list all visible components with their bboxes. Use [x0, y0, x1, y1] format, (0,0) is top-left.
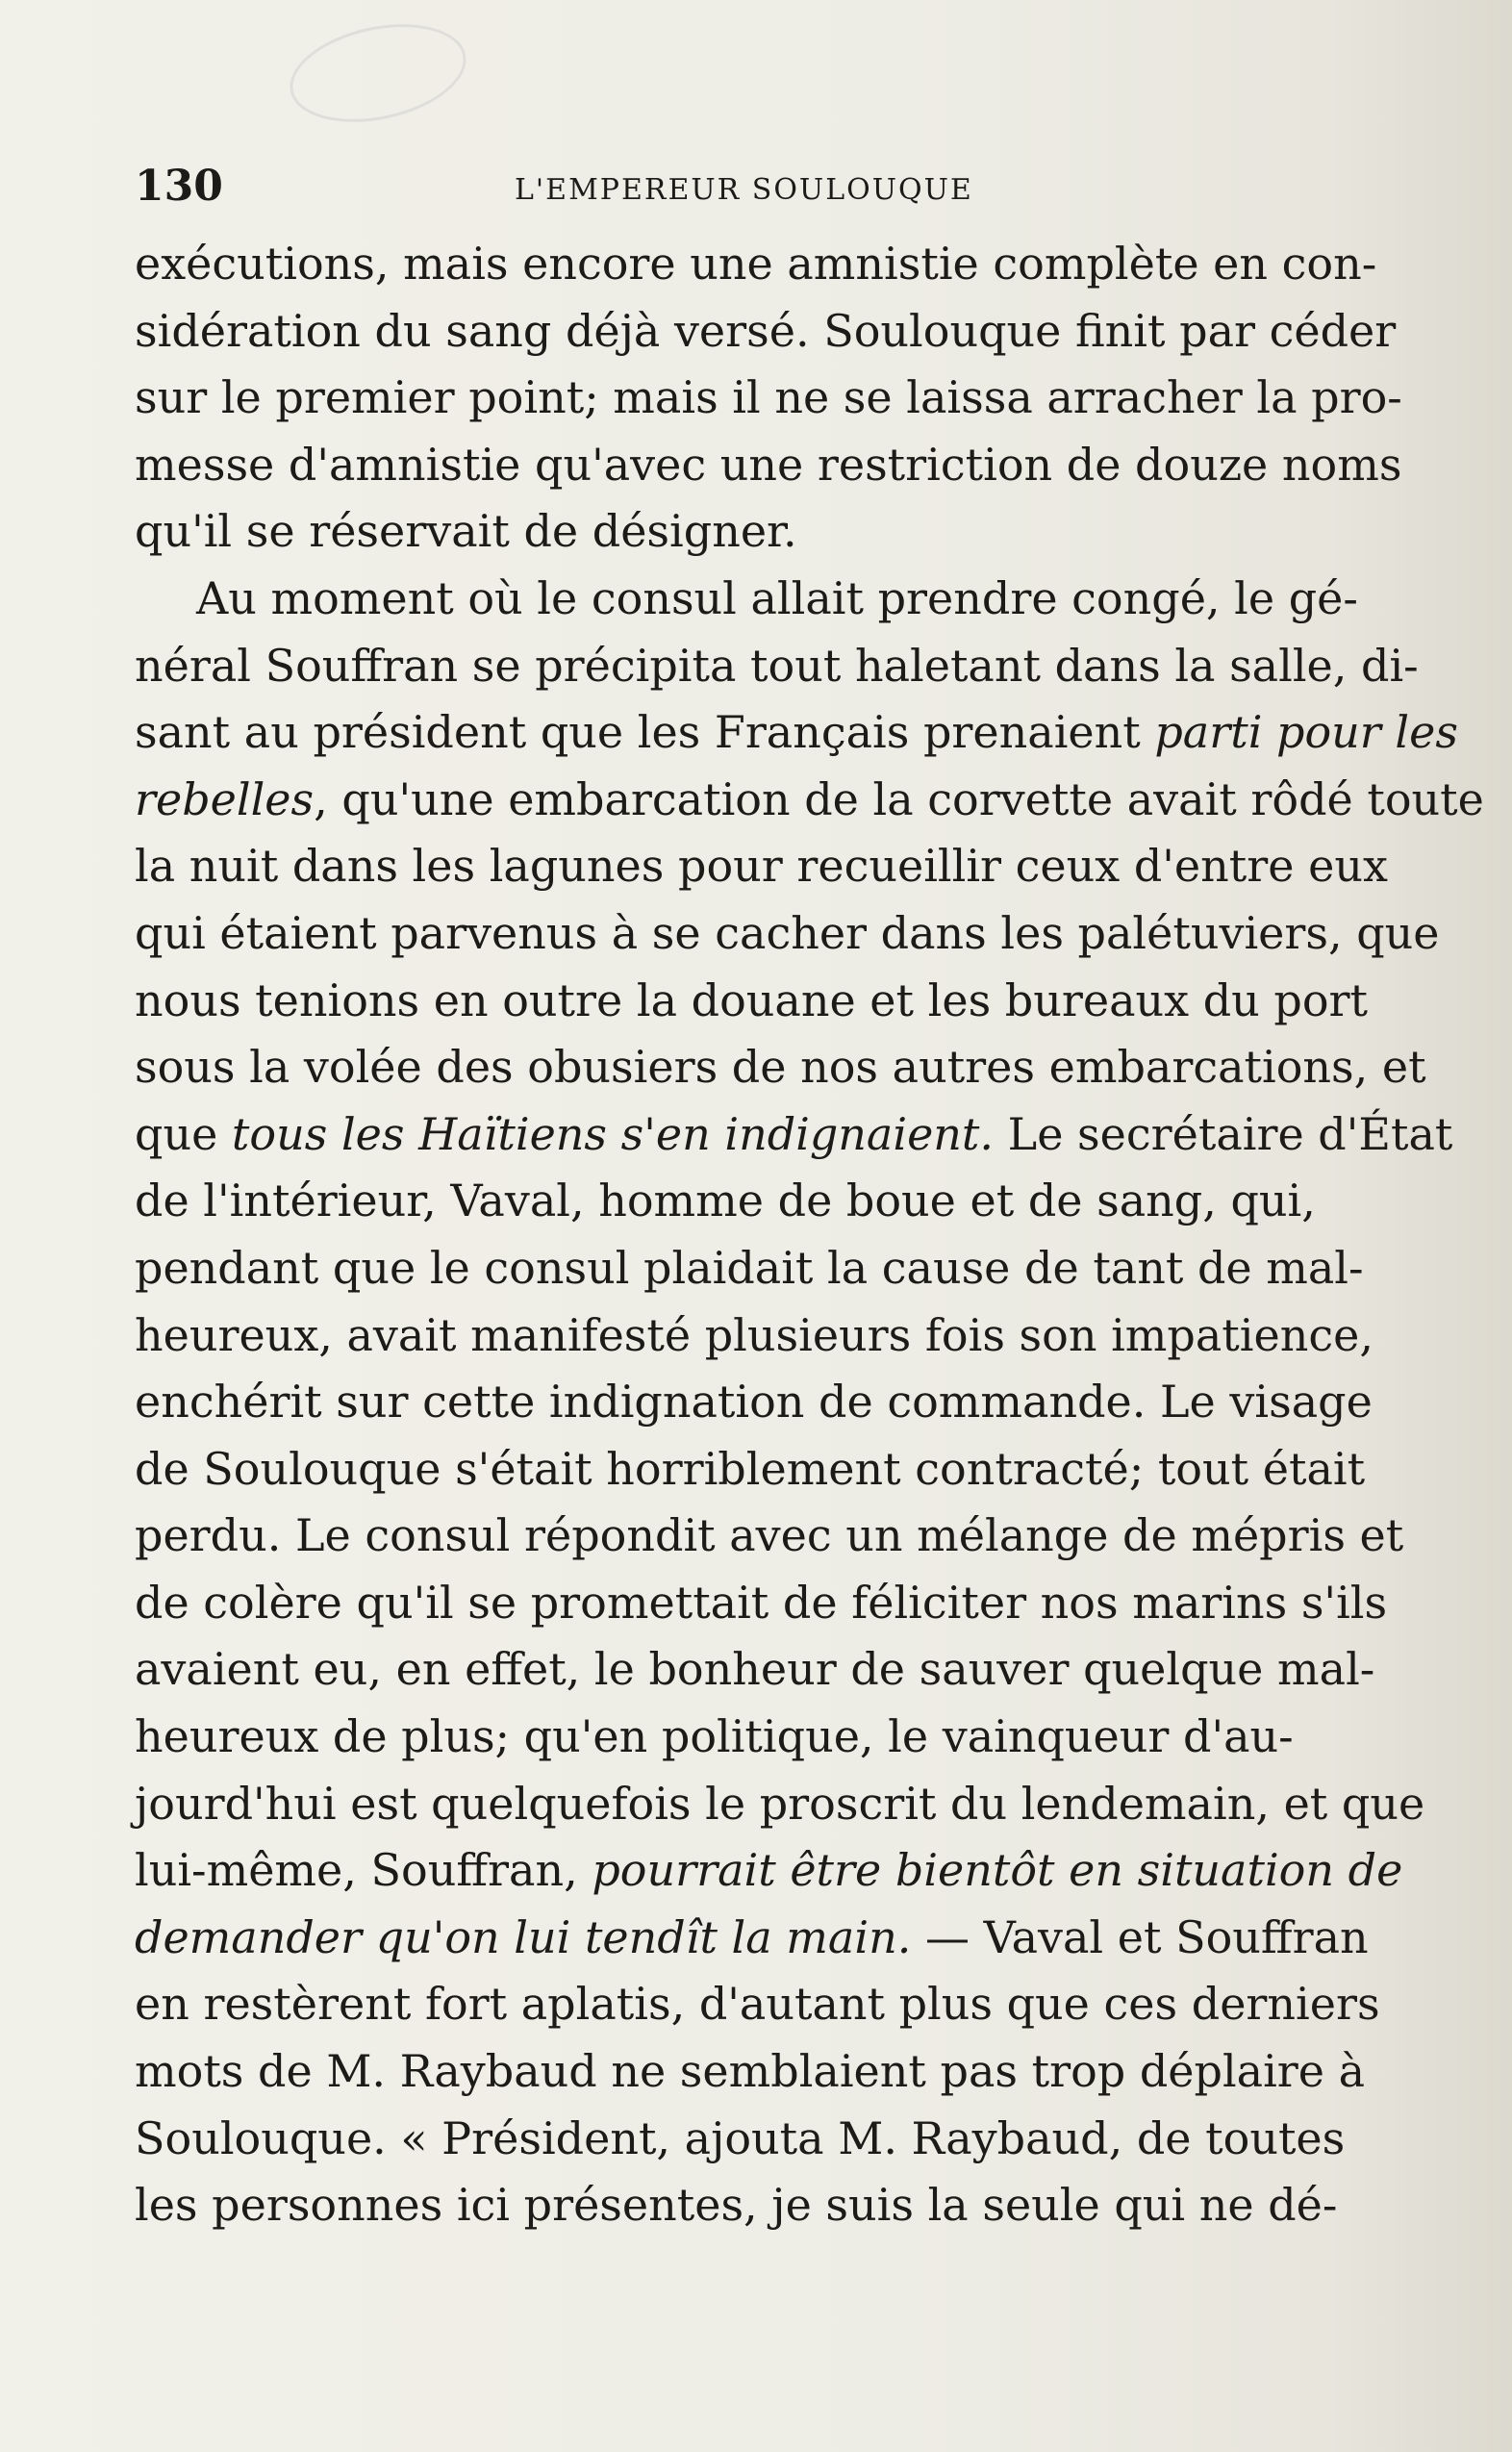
text-line — [135, 1101, 1453, 1169]
text-line — [135, 1837, 1433, 1905]
text-line: qui étaient parvenus à se cacher dans les palétuviers, que — [135, 906, 1440, 959]
text-line: mots de M. Raybaud ne semblaient pas trop déplaire à — [135, 2045, 1366, 2098]
text-line: sidération du sang déjà versé. Soulouque finit par céder — [135, 304, 1397, 357]
text-line — [135, 699, 1458, 767]
text-line: de Soulouque s'était horriblement contracté; tout était — [135, 1442, 1366, 1495]
text-line: les personnes ici présentes, je suis la seule qui ne dé- — [135, 2179, 1338, 2232]
italic-run: parti pour les — [1154, 706, 1458, 759]
text-line: heureux, avait manifesté plusieurs fois son impatience, — [135, 1308, 1373, 1361]
text-line: Soulouque. « Président, ajouta M. Raybaud, de toutes — [135, 2111, 1346, 2164]
text-run: lui-même, Souffran, — [135, 1844, 592, 1897]
text-line: heureux de plus; qu'en politique, le vainqueur d'au- — [135, 1710, 1294, 1763]
italic-run: pourrait être bientôt en situation de — [592, 1844, 1403, 1897]
text-line: sous la volée des obusiers de nos autres embarcations, et — [135, 1041, 1426, 1094]
text-line: néral Souffran se précipita tout haletant dans la salle, di- — [135, 639, 1419, 692]
text-line: perdu. Le consul répondit avec un mélange de mépris et — [135, 1509, 1404, 1562]
text-line: en restèrent fort aplatis, d'autant plus que ces derniers — [135, 1978, 1380, 2031]
text-run: — Vaval et Souffran — [911, 1910, 1369, 1963]
page-header — [135, 162, 1010, 219]
library-stamp — [281, 10, 475, 138]
text-line: jourd'hui est quelquefois le proscrit du lendemain, et que — [135, 1777, 1425, 1830]
italic-run: tous les Haïtiens s'en indignaient. — [231, 1107, 995, 1160]
text-line: nous tenions en outre la douane et les bureaux du port — [135, 973, 1369, 1026]
text-line — [135, 1905, 1433, 1972]
text-line: la nuit dans les lagunes pour recueillir ceux d'entre eux — [135, 840, 1388, 893]
text-line: pendant que le consul plaidait la cause de tant de mal- — [135, 1241, 1364, 1294]
text-line: de l'intérieur, Vaval, homme de boue et de sang, qui, — [135, 1175, 1316, 1227]
text-line: avaient eu, en effet, le bonheur de sauver quelque mal- — [135, 1643, 1375, 1696]
text-line: messe d'amnistie qu'avec une restriction de douze noms — [135, 438, 1402, 491]
text-run: , qu'une embarcation de la corvette avait rôdé toute — [314, 772, 1484, 825]
text-run: que — [135, 1107, 232, 1160]
text-line: exécutions, mais encore une amnistie complète en con- — [135, 238, 1377, 290]
text-line: Au moment où le consul allait prendre congé, le gé- — [196, 571, 1358, 624]
italic-run: demander qu'on lui tendît la main. — [135, 1910, 912, 1963]
text-line: enchérit sur cette indignation de commande. Le visage — [135, 1376, 1373, 1428]
body-text — [135, 231, 1484, 2239]
text-run: Le secrétaire d'État — [994, 1107, 1453, 1160]
text-line — [135, 767, 1484, 834]
page-number: 130 — [135, 162, 223, 211]
text-line: sur le premier point; mais il ne se laissa arracher la pro- — [135, 371, 1402, 424]
text-line: qu'il se réservait de désigner. — [135, 505, 797, 558]
running-title: L'EMPEREUR SOULOUQUE — [515, 173, 973, 207]
text-line: de colère qu'il se promettait de féliciter nos marins s'ils — [135, 1576, 1388, 1629]
italic-run: rebelles — [135, 772, 315, 825]
text-run: sant au président que les Français prenaient — [135, 706, 1155, 759]
